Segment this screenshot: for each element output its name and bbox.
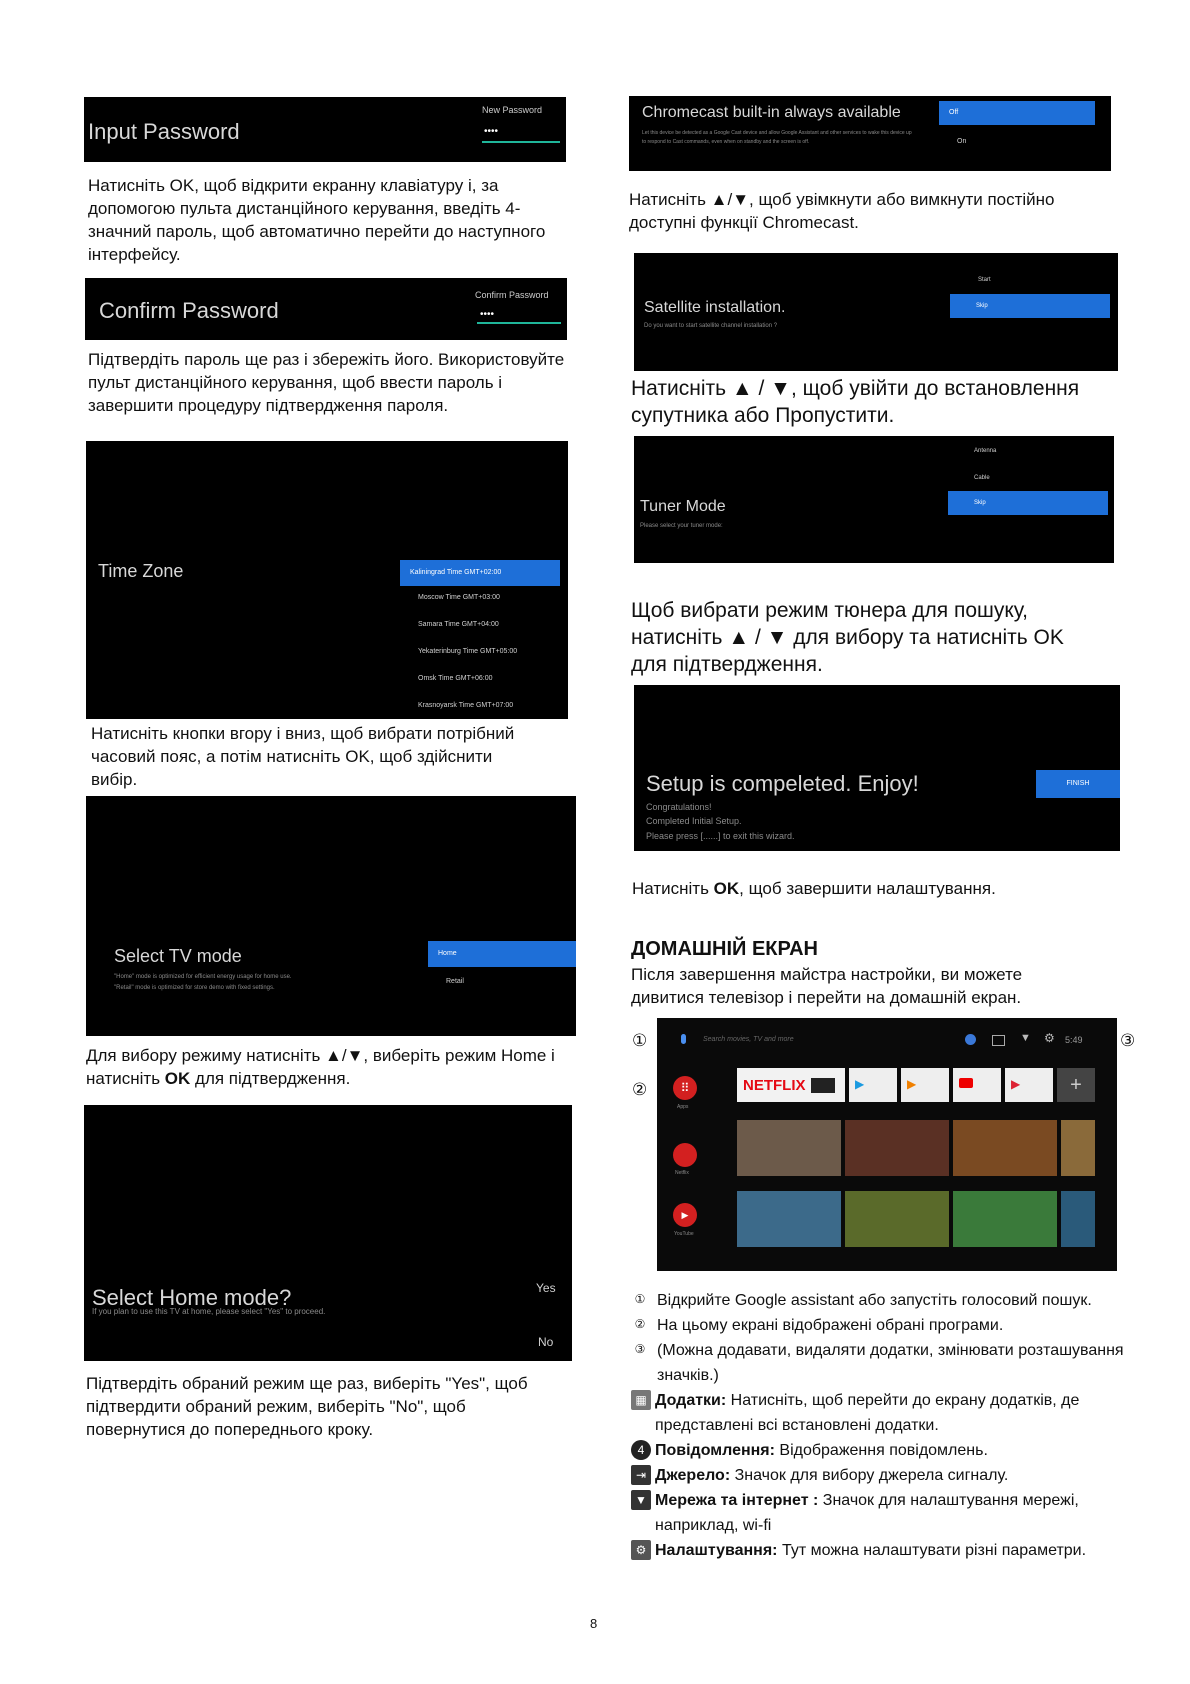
home-screen-intro: Після завершення майстра настройки, ви можете дивитися телевізор і перейти на домашній екран. [631, 965, 1023, 1007]
youtube-tile[interactable] [953, 1068, 1001, 1102]
play-icon: ▶ [907, 1077, 917, 1091]
legend-row-1 [631, 1288, 1151, 1313]
home-mode-yes[interactable]: Yes [536, 1281, 556, 1295]
setup-line-exit: Please press [......] to exit this wizard. [646, 831, 795, 841]
tv-mode-caption-post: для підтвердження. [190, 1069, 351, 1088]
legend-notif-desc: Відображення повідомлень. [774, 1442, 988, 1459]
legend-settings-desc: Тут можна налаштувати різні параметри. [777, 1542, 1087, 1559]
confirm-password-value: •••• [480, 309, 495, 320]
netflix-logo: NETFLIX [743, 1077, 806, 1094]
tv-thumbnail [811, 1078, 835, 1093]
chromecast-title: Chromecast built-in always available [642, 104, 901, 121]
legend-apps-text [655, 1388, 1151, 1438]
youtube-app-label: YouTube [674, 1231, 694, 1237]
content-thumb[interactable] [845, 1191, 949, 1247]
apps-label: Apps [677, 1104, 689, 1110]
legend-source [631, 1463, 1151, 1488]
legend-settings [631, 1538, 1151, 1563]
home-mode-desc: If you plan to use this TV at home, please select "Yes" to proceed. [92, 1307, 326, 1316]
home-screen-legend [631, 1288, 1151, 1563]
tv-mode-caption-ok: OK [164, 1069, 191, 1088]
tv-mode-option-home[interactable]: Home [428, 941, 576, 967]
apps-icon[interactable]: ⠿ [673, 1076, 697, 1100]
add-app-tile[interactable]: + [1057, 1068, 1095, 1102]
legend-marker-1: ① [634, 1292, 646, 1306]
legend-source-text [655, 1463, 1008, 1488]
tv-mode-option-retail[interactable]: Retail [446, 978, 464, 985]
notification-icon[interactable] [965, 1034, 976, 1045]
tuner-option-skip[interactable]: Skip [948, 491, 1108, 515]
input-password-screenshot [84, 97, 566, 162]
content-thumb[interactable] [953, 1120, 1057, 1176]
legend-row-2 [631, 1313, 1151, 1338]
page-number: 8 [590, 1616, 598, 1631]
setup-completed-screenshot [634, 685, 1120, 851]
tz-option-krasnoyarsk[interactable]: Krasnoyarsk Time GMT+07:00 [418, 702, 514, 709]
setup-completed-title: Setup is compeleted. Enjoy! [646, 771, 919, 796]
tuner-mode-desc: Please select your tuner mode: [640, 523, 723, 529]
content-thumb[interactable] [953, 1191, 1057, 1247]
home-mode-caption: Підтвердіть обраний режим ще раз, виберіть "Yes", щоб підтвердити обраний режим, виберіть "No", щоб повернутися до попереднього кроку. [86, 1374, 528, 1439]
tv-mode-caption [86, 1044, 566, 1090]
content-thumb[interactable] [737, 1191, 841, 1247]
time-zone-caption: Натисніть кнопки вгору і вниз, щоб вибрати потрібний часовий пояс, а потім натисніть OK, щоб здійснити вибір. [91, 724, 515, 789]
tz-option-yekaterinburg[interactable]: Yekaterinburg Time GMT+05:00 [418, 648, 518, 655]
satellite-option-start[interactable]: Start [978, 277, 991, 283]
confirm-password-field[interactable] [477, 322, 561, 324]
new-password-field[interactable] [482, 141, 560, 143]
tv-mode-title: Select TV mode [114, 946, 242, 966]
chromecast-option-off[interactable]: Off [939, 101, 1095, 125]
netflix-app-label: Netflix [675, 1170, 689, 1176]
legend-network-desc: Значок для налаштування мережі, наприклад, wi-fi [655, 1492, 1079, 1534]
home-mode-no[interactable]: No [538, 1335, 554, 1349]
input-password-caption: Натисніть OK, щоб відкрити екранну клавіатуру і, за допомогою пульта дистанційного керування, введіть 4-значний пароль, щоб автоматично перейти до наступного інтерфейсу. [88, 176, 546, 264]
tuner-mode-screenshot [634, 436, 1114, 563]
new-password-value: •••• [484, 126, 499, 137]
legend-row-3 [631, 1338, 1151, 1388]
marker-1: ① [632, 1031, 648, 1050]
setup-caption-pre: Натисніть [632, 879, 714, 898]
setup-line-congrats: Congratulations! [646, 802, 712, 812]
legend-settings-text [655, 1538, 1086, 1563]
confirm-password-caption: Підтвердіть пароль ще раз і збережіть його. Використовуйте пульт дистанційного керування, щоб ввести пароль і завершити процедуру підтвердження пароля. [88, 350, 565, 415]
mic-icon[interactable] [681, 1034, 686, 1044]
legend-source-bold: Джерело: [655, 1467, 731, 1484]
legend-text-3: (Можна додавати, видаляти додатки, змінювати розташування значків.) [657, 1342, 1124, 1384]
chromecast-desc: Let this device be detected as a Google Cast device and allow Google Assistant and other services to wake this device up to respond to Cast commands, even when on standby and the screen is off. [642, 130, 912, 145]
legend-network-text [655, 1488, 1151, 1538]
confirm-password-label: Confirm Password [475, 290, 549, 300]
legend-notif-text [655, 1438, 988, 1463]
legend-marker-2: ② [634, 1317, 646, 1331]
settings-icon: ⚙ [631, 1540, 651, 1560]
home-screen-heading: ДОМАШНІЙ ЕКРАН [631, 938, 818, 960]
legend-settings-bold: Налаштування: [655, 1542, 778, 1559]
tz-option-omsk[interactable]: Omsk Time GMT+06:00 [418, 675, 493, 682]
search-placeholder[interactable]: Search movies, TV and more [703, 1036, 794, 1043]
legend-notif-bold: Повідомлення: [655, 1442, 775, 1459]
legend-apps [631, 1388, 1151, 1438]
tuner-mode-caption: Щоб вибрати режим тюнера для пошуку, натисніть ▲ / ▼ для вибору та натисніть OK для підтвердження. [631, 599, 1064, 676]
time-zone-title: Time Zone [98, 561, 184, 581]
google-play-store-tile[interactable] [1005, 1068, 1053, 1102]
content-thumb[interactable] [1061, 1120, 1095, 1176]
wifi-icon: ▼ [631, 1490, 651, 1510]
content-thumb[interactable] [737, 1120, 841, 1176]
tv-mode-caption-pre: Для вибору режиму натисніть ▲/▼, виберіть режим Home і натисніть [86, 1046, 555, 1088]
legend-marker-3: ③ [634, 1342, 646, 1356]
content-thumb[interactable] [1061, 1191, 1095, 1247]
tv-mode-desc-home: "Home" mode is optimized for efficient energy usage for home use. [114, 974, 292, 980]
chromecast-option-on[interactable]: On [957, 138, 967, 145]
youtube-app-icon[interactable]: ▶ [673, 1203, 697, 1227]
legend-apps-desc: Натисніть, щоб перейти до екрану додатків, де представлені всі встановлені додатки. [655, 1392, 1080, 1434]
input-password-title: Input Password [88, 119, 240, 144]
home-mode-title: Select Home mode? [92, 1285, 292, 1310]
satellite-title: Satellite installation. [644, 299, 786, 316]
legend-source-desc: Значок для вибору джерела сигналу. [730, 1467, 1009, 1484]
finish-button[interactable]: FINISH [1036, 770, 1120, 798]
tuner-option-antenna[interactable]: Antenna [974, 448, 997, 454]
netflix-tile[interactable] [737, 1068, 845, 1102]
legend-network [631, 1488, 1151, 1538]
youtube-icon [959, 1078, 973, 1088]
content-thumb[interactable] [845, 1120, 949, 1176]
setup-line-completed: Completed Initial Setup. [646, 816, 742, 826]
new-password-label: New Password [482, 105, 543, 115]
legend-apps-bold: Додатки: [655, 1392, 727, 1409]
satellite-caption: Натисніть ▲ / ▼, щоб увійти до встановлення супутника або Пропустити. [631, 377, 1080, 427]
play-icon: ▶ [855, 1077, 865, 1091]
wifi-icon[interactable]: ▼ [1020, 1032, 1031, 1044]
setup-caption-post: , щоб завершити налаштування. [739, 879, 996, 898]
marker-3: ③ [1120, 1031, 1136, 1050]
tz-option-samara[interactable]: Samara Time GMT+04:00 [418, 621, 499, 628]
clock: 5:49 [1065, 1035, 1083, 1045]
home-mode-screenshot [84, 1105, 572, 1361]
setup-completed-caption [632, 877, 1112, 900]
google-play-movies-tile[interactable] [849, 1068, 897, 1102]
marker-2: ② [632, 1080, 648, 1099]
satellite-option-skip[interactable]: Skip [950, 294, 1110, 318]
tz-option-moscow[interactable]: Moscow Time GMT+03:00 [418, 594, 500, 601]
source-icon[interactable] [992, 1035, 1005, 1046]
time-zone-screenshot [86, 441, 568, 719]
tv-mode-desc-retail: "Retail" mode is optimized for store demo with fixed settings. [114, 985, 275, 991]
tuner-mode-title: Tuner Mode [640, 498, 726, 515]
legend-network-bold: Мережа та інтернет : [655, 1492, 819, 1509]
google-play-music-tile[interactable] [901, 1068, 949, 1102]
tuner-option-cable[interactable]: Cable [974, 475, 990, 481]
setup-caption-ok: OK [713, 879, 740, 898]
satellite-screenshot [634, 253, 1118, 371]
apps-icon: ▦ [631, 1390, 651, 1410]
play-icon: ▶ [1011, 1077, 1021, 1091]
home-screen-screenshot [657, 1018, 1117, 1271]
settings-icon[interactable]: ⚙ [1044, 1031, 1055, 1045]
satellite-desc: Do you want to start satellite channel installation ? [644, 323, 778, 329]
netflix-app-icon[interactable] [673, 1143, 697, 1167]
chromecast-caption: Натисніть ▲/▼, щоб увімкнути або вимкнути постійно доступні функції Chromecast. [629, 190, 1055, 232]
confirm-password-title: Confirm Password [99, 298, 279, 323]
legend-notifications [631, 1438, 1151, 1463]
legend-text-1: Відкрийте Google assistant або запустіть голосовий пошук. [657, 1292, 1092, 1309]
tz-option-kaliningrad[interactable]: Kaliningrad Time GMT+02:00 [400, 560, 560, 586]
legend-text-2: На цьому екрані відображені обрані програми. [657, 1317, 1004, 1334]
notification-icon: 4 [631, 1440, 651, 1460]
chromecast-screenshot [629, 96, 1111, 171]
confirm-password-screenshot [85, 278, 567, 340]
tv-mode-screenshot [86, 796, 576, 1036]
source-icon: ⇥ [631, 1465, 651, 1485]
